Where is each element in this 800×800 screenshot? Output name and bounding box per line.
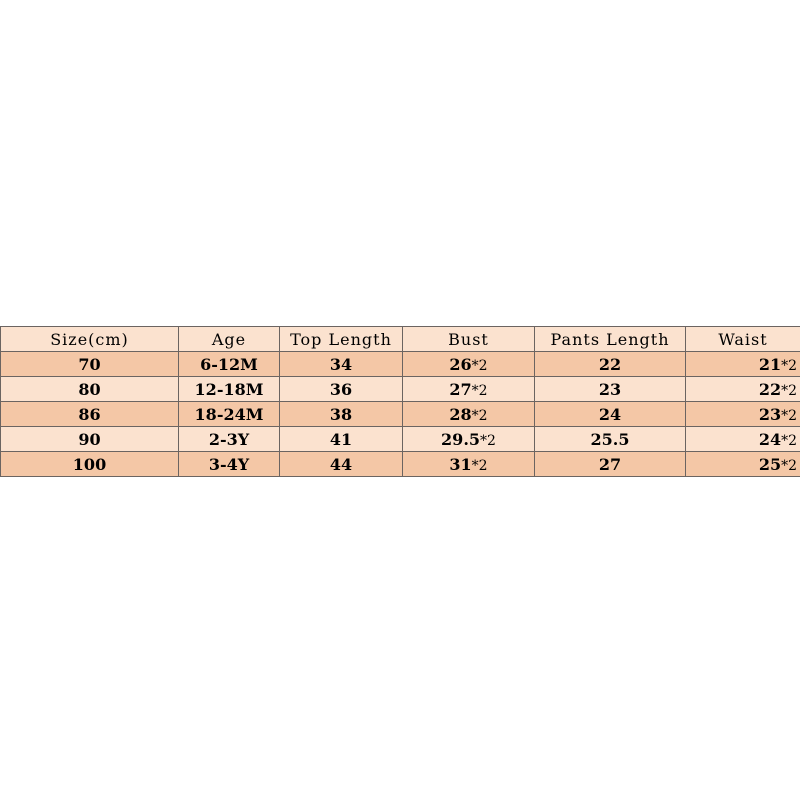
- bust-multiplier: *2: [471, 357, 488, 374]
- waist-value: 21: [758, 354, 782, 374]
- cell-bust: [403, 427, 535, 452]
- cell-bust: [403, 452, 535, 477]
- cell-bust: [403, 352, 535, 377]
- cell-age: 2-3Y: [179, 427, 280, 452]
- cell-bust: [403, 377, 535, 402]
- cell-age: 6-12M: [179, 352, 280, 377]
- waist-value: 23: [758, 404, 782, 424]
- bust-value: 27: [449, 379, 472, 399]
- bust-value: 29.5: [441, 429, 481, 449]
- cell-pants-length: 24: [535, 402, 686, 427]
- waist-value: 25: [758, 454, 782, 474]
- header-age: Age: [179, 327, 280, 352]
- cell-waist: [686, 402, 800, 427]
- waist-value: 22: [758, 379, 782, 399]
- header-pants-length: Pants Length: [535, 327, 686, 352]
- cell-top-length: 38: [280, 402, 403, 427]
- header-top-length: Top Length: [280, 327, 403, 352]
- cell-size: 86: [1, 402, 179, 427]
- cell-waist: [686, 352, 800, 377]
- bust-multiplier: *2: [471, 382, 488, 399]
- cell-top-length: 41: [280, 427, 403, 452]
- cell-age: 18-24M: [179, 402, 280, 427]
- waist-multiplier: *2: [781, 457, 797, 474]
- table-row: [1, 402, 800, 427]
- bust-value: 28: [449, 404, 472, 424]
- header-waist: Waist: [686, 327, 800, 352]
- cell-top-length: 44: [280, 452, 403, 477]
- cell-pants-length: 27: [535, 452, 686, 477]
- cell-waist: [686, 452, 800, 477]
- waist-multiplier: *2: [781, 382, 797, 399]
- bust-value: 31: [449, 454, 472, 474]
- cell-age: 12-18M: [179, 377, 280, 402]
- cell-top-length: 34: [280, 352, 403, 377]
- size-chart-table: [0, 326, 800, 477]
- header-size: Size(cm): [1, 327, 179, 352]
- bust-multiplier: *2: [471, 407, 488, 424]
- cell-size: 100: [1, 452, 179, 477]
- waist-multiplier: *2: [781, 407, 797, 424]
- table-row: [1, 352, 800, 377]
- waist-value: 24: [758, 429, 782, 449]
- bust-multiplier: *2: [471, 457, 488, 474]
- cell-age: 3-4Y: [179, 452, 280, 477]
- cell-pants-length: 25.5: [535, 427, 686, 452]
- table-row: [1, 377, 800, 402]
- bust-value: 26: [449, 354, 472, 374]
- cell-pants-length: 23: [535, 377, 686, 402]
- cell-top-length: 36: [280, 377, 403, 402]
- bust-multiplier: *2: [480, 432, 496, 449]
- cell-waist: [686, 377, 800, 402]
- cell-size: 70: [1, 352, 179, 377]
- cell-bust: [403, 402, 535, 427]
- table-row: [1, 452, 800, 477]
- table-header-row: [1, 327, 800, 352]
- cell-size: 90: [1, 427, 179, 452]
- header-bust: Bust: [403, 327, 535, 352]
- waist-multiplier: *2: [781, 432, 797, 449]
- cell-size: 80: [1, 377, 179, 402]
- cell-pants-length: 22: [535, 352, 686, 377]
- waist-multiplier: *2: [781, 357, 797, 374]
- cell-waist: [686, 427, 800, 452]
- table-row: [1, 427, 800, 452]
